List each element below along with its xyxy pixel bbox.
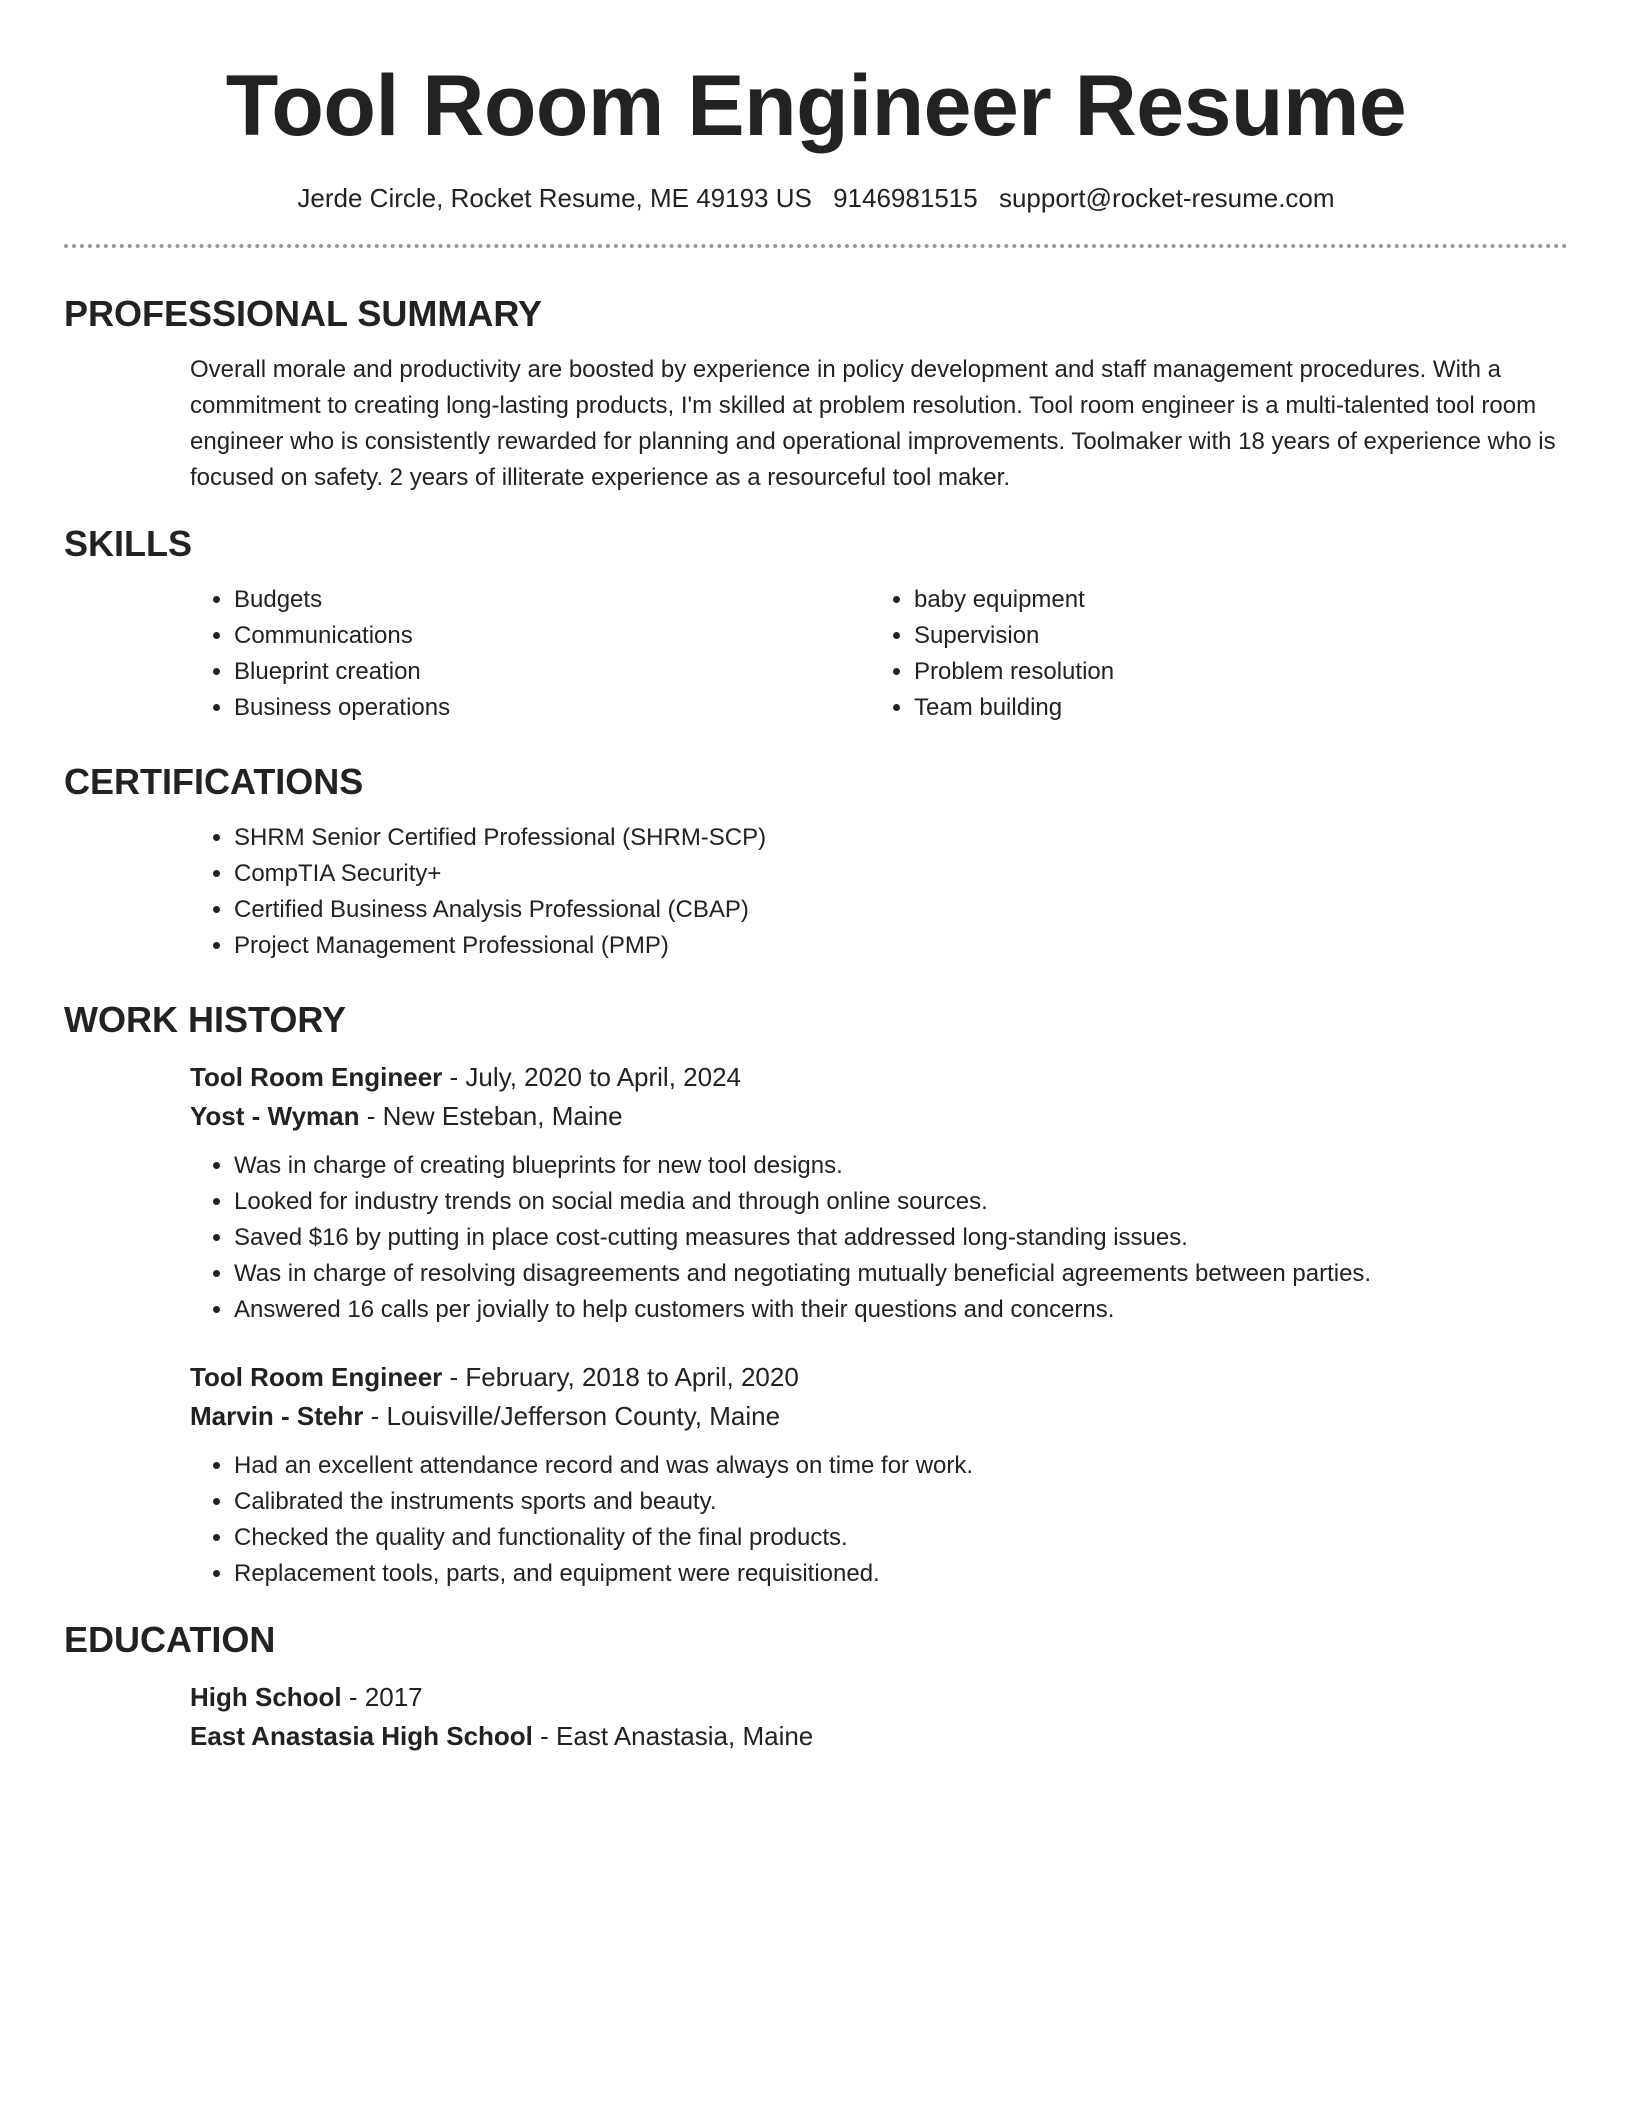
skill-item: • Supervision xyxy=(914,618,1550,654)
certification-item: • Project Management Professional (PMP) xyxy=(234,928,1568,964)
job-location: - Louisville/Jefferson County, Maine xyxy=(363,1401,781,1431)
job-title: Tool Room Engineer xyxy=(190,1062,443,1092)
job-bullet: • Looked for industry trends on social media and through online sources. xyxy=(234,1184,1568,1220)
job-bullet: • Saved $16 by putting in place cost-cutting measures that addressed long-standing issues. xyxy=(234,1220,1568,1256)
contact-address: Jerde Circle, Rocket Resume, ME 49193 US xyxy=(297,183,812,213)
job-title-line xyxy=(190,1358,1568,1397)
job-company-line xyxy=(190,1397,1568,1436)
skill-item: • Communications xyxy=(234,618,870,654)
education-degree: High School xyxy=(190,1682,342,1712)
certifications-items xyxy=(190,820,1568,964)
contact-phone: 9146981515 xyxy=(833,183,978,213)
summary-text: Overall morale and productivity are boosted by experience in policy development and staff management procedures. With a commitment to creating long-lasting products, I'm skilled at problem resolution. Tool room engineer is a multi-talented tool room engineer who is consistently rewarded for planning and operational improvements. Toolmaker with 18 years of experience who is focused on safety. 2 years of illiterate experience as a resourceful tool maker. xyxy=(190,356,1556,491)
skills-heading: SKILLS xyxy=(64,523,193,564)
job-bullet: • Was in charge of creating blueprints for new tool designs. xyxy=(234,1148,1568,1184)
job-bullet: • Was in charge of resolving disagreements and negotiating mutually beneficial agreements between parties. xyxy=(234,1256,1568,1292)
job-dates: - February, 2018 to April, 2020 xyxy=(442,1362,799,1392)
job-bullet: • Had an excellent attendance record and was always on time for work. xyxy=(234,1448,1568,1484)
education-entry xyxy=(190,1678,1568,1756)
education-year: - 2017 xyxy=(341,1682,423,1712)
education-heading: EDUCATION xyxy=(64,1619,276,1660)
job-bullet: • Calibrated the instruments sports and beauty. xyxy=(234,1484,1568,1520)
job-title-line xyxy=(190,1058,1568,1097)
job-title: Tool Room Engineer xyxy=(190,1362,443,1392)
skill-item: • Budgets xyxy=(234,582,870,618)
certification-item: • Certified Business Analysis Professional (CBAP) xyxy=(234,892,1568,928)
skill-item: • Business operations xyxy=(234,690,870,726)
education-degree-line xyxy=(190,1678,1568,1717)
job-bullets xyxy=(190,1148,1568,1328)
skill-item: • Problem resolution xyxy=(914,654,1550,690)
job-bullet: • Checked the quality and functionality of the final products. xyxy=(234,1520,1568,1556)
education-school-line xyxy=(190,1717,1568,1756)
job-dates: - July, 2020 to April, 2024 xyxy=(442,1062,741,1092)
skills-column-right xyxy=(870,582,1550,726)
skill-item: • Team building xyxy=(914,690,1550,726)
education-school: East Anastasia High School xyxy=(190,1721,533,1751)
certification-item: • CompTIA Security+ xyxy=(234,856,1568,892)
education-location: - East Anastasia, Maine xyxy=(532,1721,814,1751)
contact-line xyxy=(64,182,1568,214)
job-bullet: • Answered 16 calls per jovially to help customers with their questions and concerns. xyxy=(234,1292,1568,1328)
resume-page xyxy=(64,0,1568,1756)
job-company: Marvin - Stehr xyxy=(190,1401,364,1431)
header-divider xyxy=(64,244,1568,248)
job-entry xyxy=(190,1358,1568,1592)
work-history-heading: WORK HISTORY xyxy=(64,999,347,1040)
job-company-line xyxy=(190,1097,1568,1136)
certifications-heading: CERTIFICATIONS xyxy=(64,761,364,802)
job-bullet: • Replacement tools, parts, and equipment were requisitioned. xyxy=(234,1556,1568,1592)
contact-email: support@rocket-resume.com xyxy=(998,183,1335,213)
certifications-list xyxy=(190,820,1568,964)
skill-item: • Blueprint creation xyxy=(234,654,870,690)
job-entry xyxy=(190,1058,1568,1328)
resume-title: Tool Room Engineer Resume xyxy=(225,58,1407,154)
skills-column-left xyxy=(190,582,870,726)
summary-heading: PROFESSIONAL SUMMARY xyxy=(64,293,543,334)
skill-item: • baby equipment xyxy=(914,582,1550,618)
job-bullets xyxy=(190,1448,1568,1592)
skills-list xyxy=(190,582,1568,726)
certification-item: • SHRM Senior Certified Professional (SHRM-SCP) xyxy=(234,820,1568,856)
job-location: - New Esteban, Maine xyxy=(359,1101,623,1131)
job-company: Yost - Wyman xyxy=(190,1101,360,1131)
